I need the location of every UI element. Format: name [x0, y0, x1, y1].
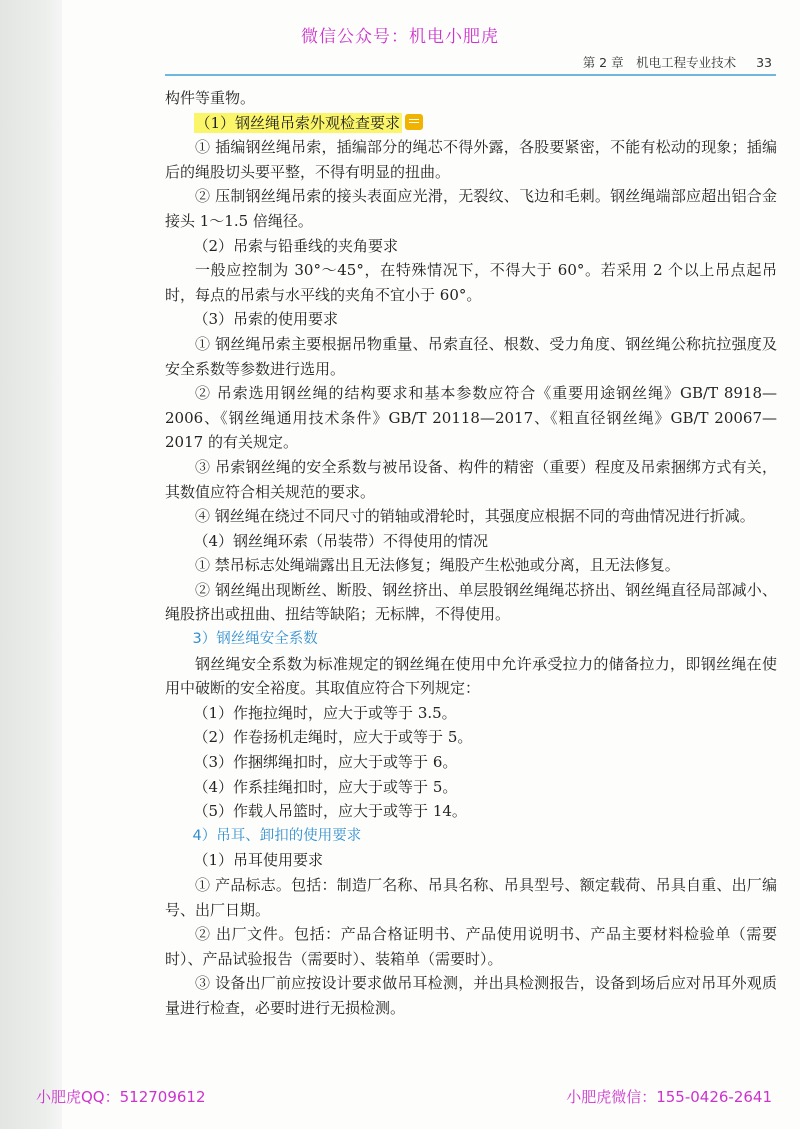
- section-heading: 3）钢丝绳安全系数: [192, 631, 318, 648]
- paragraph: ③ 设备出厂前应按设计要求做吊耳检测，并出具检测报告，设备到场后应对吊耳外观质量进行检查，必要时进行无损检测。: [165, 974, 777, 1017]
- list-item: （2）作卷扬机走绳时，应大于或等于 5。: [193, 728, 473, 747]
- paragraph: ① 产品标志。包括：制造厂名称、吊具名称、吊具型号、额定载荷、吊具自重、出厂编号、出厂日期。: [165, 876, 777, 919]
- paragraph: 构件等重物。: [165, 89, 256, 107]
- paragraph: 一般应控制为 30°～45°，在特殊情况下，不得大于 60°。若采用 2 个以上吊点起吊时，每点的吊索与水平线的夹角不宜小于 60°。: [165, 261, 777, 304]
- page-number: 33: [756, 55, 772, 70]
- sub-heading: （3）吊索的使用要求: [193, 310, 339, 329]
- paragraph: ③ 吊索钢丝绳的安全系数与被吊设备、构件的精密（重要）程度及吊索捆绑方式有关，其数值应符合相关规范的要求。: [165, 457, 777, 501]
- paragraph: ① 禁吊标志处绳端露出且无法修复；绳股产生松弛或分离，且无法修复。: [195, 556, 680, 575]
- list-item: （1）作拖拉绳时，应大于或等于 3.5。: [193, 703, 457, 722]
- paragraph: 钢丝绳安全系数为标准规定的钢丝绳在使用中允许承受拉力的储备拉力，即钢丝绳在使用中破断的安全裕度。其取值应符合下列规定：: [165, 654, 777, 698]
- list-item: （3）作捆绑绳扣时，应大于或等于 6。: [193, 753, 458, 772]
- section-heading: 4）吊耳、卸扣的使用要求: [192, 827, 362, 844]
- footer-qq: 小肥虎QQ：512709612: [36, 1088, 206, 1106]
- paragraph: ④ 钢丝绳在绕过不同尺寸的销轴或滑轮时，其强度应根据不同的弯曲情况进行折减。: [195, 507, 755, 526]
- list-item: （4）作系挂绳扣时，应大于或等于 5。: [193, 777, 458, 796]
- paragraph: ② 压制钢丝绳吊索的接头表面应光滑，无裂纹、飞边和毛刺。钢丝绳端部应超出铝合金接头 1～1.5 倍绳径。: [165, 187, 777, 230]
- running-header: [583, 53, 772, 71]
- comment-note-icon[interactable]: [405, 114, 423, 130]
- chapter-title: 第 2 章 机电工程专业技术: [582, 55, 737, 70]
- paragraph: ① 钢丝绳吊索主要根据吊物重量、吊索直径、根数、受力角度、钢丝绳公称抗拉强度及安全系数等参数进行选用。: [165, 334, 777, 378]
- highlighted-heading: [165, 111, 777, 136]
- page-margin-shadow: [0, 0, 62, 1129]
- header-rule: [165, 74, 776, 76]
- paragraph: ② 吊索选用钢丝绳的结构要求和基本参数应符合《重要用途钢丝绳》GB/T 8918—2006、《钢丝绳通用技术条件》GB/T 20118—2017、《粗直径钢丝绳》GB/T 20067—2017 的有关规定。: [165, 384, 777, 452]
- list-item: （5）作载人吊篮时，应大于或等于 14。: [193, 802, 467, 821]
- highlight-mark[interactable]: （1）钢丝绳吊索外观检查要求: [195, 113, 401, 132]
- paragraph: ① 插编钢丝绳吊索，插编部分的绳芯不得外露，各股要紧密，不能有松动的现象；插编后的绳股切头要平整，不得有明显的扭曲。: [165, 138, 777, 181]
- body-text: [165, 86, 777, 1021]
- sub-heading: （4）钢丝绳环索（吊装带）不得使用的情况: [193, 531, 489, 550]
- paragraph: ② 出厂文件。包括：产品合格证明书、产品使用说明书、产品主要材料检验单（需要时）、产品试验报告（需要时）、装箱单（需要时）。: [165, 925, 777, 968]
- footer-wechat: 小肥虎微信：155-0426-2641: [566, 1088, 772, 1106]
- sub-heading: （2）吊索与铅垂线的夹角要求: [193, 236, 399, 255]
- sub-heading: （1）吊耳使用要求: [193, 851, 324, 870]
- paragraph: ② 钢丝绳出现断丝、断股、钢丝挤出、单层股钢丝绳绳芯挤出、钢丝绳直径局部减小、绳股挤出或扭曲、扭结等缺陷；无标牌，不得使用。: [165, 580, 777, 624]
- watermark-text: 微信公众号：机电小肥虎: [301, 27, 499, 47]
